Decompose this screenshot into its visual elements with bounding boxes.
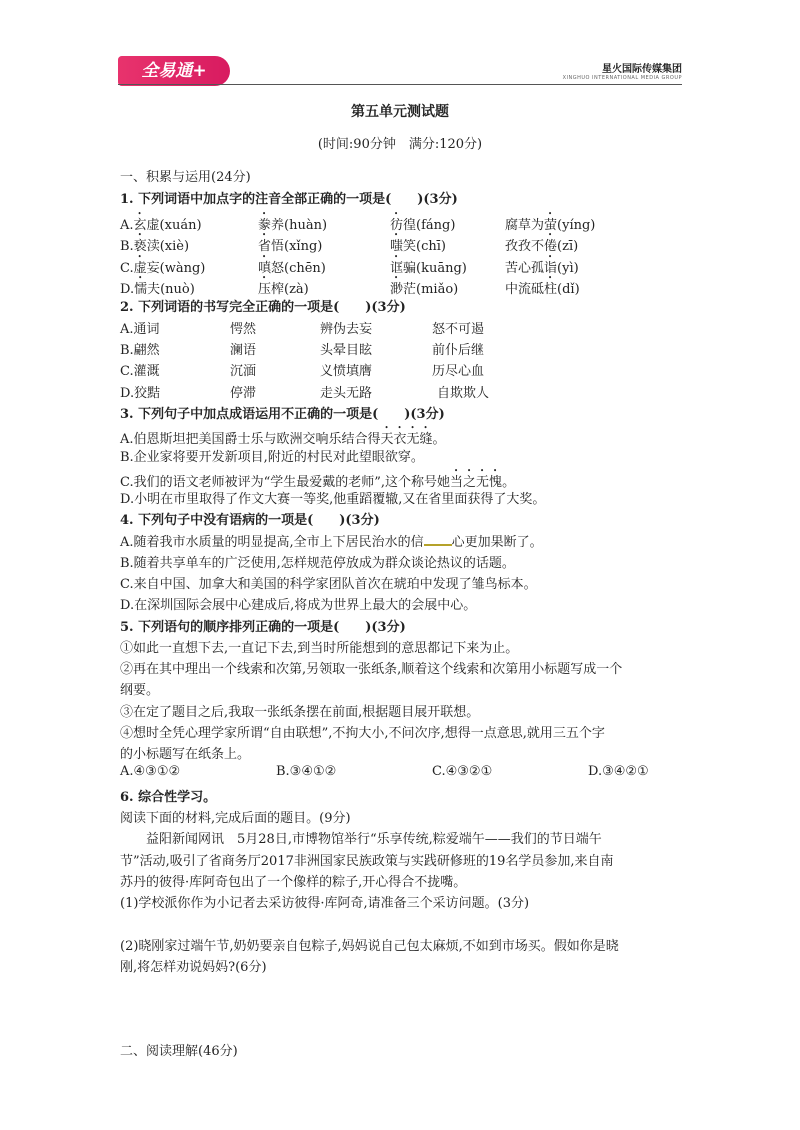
publisher-name-en: XINGHUO INTERNATIONAL MEDIA GROUP — [562, 75, 682, 81]
question-6-intro: 阅读下面的材料,完成后面的题目。(9分) — [120, 811, 351, 826]
question-3-option-b: B.企业家将要开发新项目,附近的村民对此望眼欲穿。 — [120, 450, 424, 465]
question-2-option-cell: D.狡黠 — [120, 386, 161, 401]
question-1-option-cell: 压榨(zà) — [258, 282, 309, 297]
question-1-option-cell: 豢养(huàn) — [258, 218, 328, 233]
question-1-option-cell: 省悟(xǐng) — [258, 239, 323, 254]
question-5-option-d: D.③④②① — [588, 764, 649, 779]
question-5-option-b: B.③④①② — [276, 764, 337, 779]
blank-underline — [424, 534, 452, 546]
passage-line-2: 节”活动,吸引了省商务厅2017非洲国家民族政策与实践研修班的19名学员参加,来自南 — [120, 854, 614, 869]
question-2-option-cell: 愕然 — [230, 322, 257, 337]
question-5-option-a: A.④③①② — [120, 764, 181, 779]
question-4-option-c: C.来自中国、加拿大和美国的科学家团队首次在琥珀中发现了雏鸟标本。 — [120, 577, 537, 592]
question-2-option-cell: 历尽心血 — [432, 364, 485, 379]
page-title: 第五单元测试题 — [351, 104, 449, 120]
passage-line-1: 益阳新闻网讯 5月28日,市博物馆举行“乐享传统,粽爱端午——我们的节日端午 — [146, 832, 602, 847]
question-4-stem: 4. 下列句子中没有语病的一项是( )(3分) — [120, 513, 380, 528]
question-1-option-cell: 腐草为萤(yíng) — [505, 218, 596, 233]
question-1-option-cell: 诓骗(kuāng) — [390, 261, 467, 276]
question-2-option-cell: 辨伪去妄 — [320, 322, 373, 337]
question-2-option-cell: 头晕目眩 — [320, 343, 373, 358]
question-4-option-d: D.在深圳国际会展中心建成后,将成为世界上最大的会展中心。 — [120, 598, 477, 613]
question-2-option-cell: C.灌溉 — [120, 364, 160, 379]
question-6-stem: 6. 综合性学习。 — [120, 790, 217, 805]
brand-logo: 全易通+ — [118, 56, 230, 86]
question-1-option-cell: C.虚妄(wàng) — [120, 261, 206, 276]
question-2-option-cell: 沉湎 — [230, 364, 257, 379]
question-6-sub-2: (2)晓刚家过端午节,奶奶要亲自包粽子,妈妈说自己包太麻烦,不如到市场买。假如你是晓 — [120, 939, 619, 954]
question-3-option-d: D.小明在市里取得了作文大赛一等奖,他重蹈覆辙,又在省里面获得了大奖。 — [120, 492, 546, 507]
question-2-option-cell: 义愤填膺 — [320, 364, 373, 379]
section-heading-2: 二、阅读理解(46分) — [120, 1044, 238, 1059]
page-subtitle: (时间:90分钟 满分:120分) — [317, 137, 483, 152]
question-2-option-cell: 澜语 — [230, 343, 257, 358]
question-4-option-b: B.随着共享单车的广泛使用,怎样规范停放成为群众谈论热议的话题。 — [120, 556, 515, 571]
question-1-option-cell: 渺茫(miǎo) — [390, 282, 459, 297]
question-2-option-cell: 停滞 — [230, 386, 257, 401]
publisher-name: 星火国际传媒集团 — [602, 64, 682, 75]
question-3-stem: 3. 下列句子中加点成语运用不正确的一项是( )(3分) — [120, 407, 445, 422]
question-2-stem: 2. 下列词语的书写完全正确的一项是( )(3分) — [120, 300, 406, 315]
question-1-option-cell: 苦心孤诣(yì) — [505, 261, 579, 276]
question-2-option-cell: B.翩然 — [120, 343, 160, 358]
question-2-option-cell: 走头无路 — [320, 386, 373, 401]
question-5-stem: 5. 下列语句的顺序排列正确的一项是( )(3分) — [120, 620, 406, 635]
question-1-option-cell: 嗔怒(chēn) — [258, 261, 326, 276]
header-divider — [118, 84, 682, 85]
question-1-option-cell: A.玄虚(xuán) — [120, 218, 202, 233]
question-1-stem: 1. 下列词语中加点字的注音全部正确的一项是( )(3分) — [120, 192, 458, 207]
question-3-option-a: A.伯恩斯坦把美国爵士乐与欧洲交响乐结合得天衣无缝。 — [120, 432, 446, 447]
page-header — [0, 0, 800, 95]
question-6-sub-2-cont: 刚,将怎样劝说妈妈?(6分) — [120, 960, 267, 975]
question-6-sub-1: (1)学校派你作为小记者去采访彼得·库阿奇,请准备三个采访问题。(3分) — [120, 896, 530, 911]
question-2-option-cell: 前仆后继 — [432, 343, 485, 358]
question-5-sentence-3: ③在定了题目之后,我取一张纸条摆在前面,根据题目展开联想。 — [120, 705, 480, 720]
question-2-option-cell: 怒不可遏 — [432, 322, 485, 337]
question-3-option-c: C.我们的语文老师被评为“学生最爱戴的老师”,这个称号她当之无愧。 — [120, 475, 516, 490]
question-1-option-cell: 彷徨(fáng) — [390, 218, 456, 233]
question-5-sentence-2: ②再在其中理出一个线索和次第,另领取一张纸条,顺着这个线索和次第用小标题写成一个 — [120, 662, 623, 677]
question-1-option-cell: B.亵渎(xiè) — [120, 239, 190, 254]
question-1-option-cell: D.懦夫(nuò) — [120, 282, 195, 297]
question-1-option-cell: 嗤笑(chī) — [390, 239, 446, 254]
question-2-option-cell: A.通词 — [120, 322, 160, 337]
question-5-sentence-4-cont: 的小标题写在纸条上。 — [120, 747, 251, 762]
question-1-option-cell: 中流砥柱(dǐ) — [505, 282, 580, 297]
question-5-sentence-2-cont: 纲要。 — [120, 683, 160, 698]
question-1-option-cell: 孜孜不倦(zī) — [505, 239, 579, 254]
question-5-option-c: C.④③②① — [432, 764, 493, 779]
section-heading: 一、积累与运用(24分) — [120, 170, 251, 185]
question-4-option-a: A.随着我市水质量的明显提高,全市上下居民治水的信 心更加果断了。 — [120, 535, 543, 550]
question-5-sentence-1: ①如此一直想下去,一直记下去,到当时所能想到的意思都记下来为止。 — [120, 641, 519, 656]
question-2-option-cell: 自欺欺人 — [437, 386, 490, 401]
question-5-sentence-4: ④想时全凭心理学家所谓“自由联想”,不拘大小,不问次序,想得一点意思,就用三五个字 — [120, 726, 605, 741]
passage-line-3: 苏丹的彼得·库阿奇包出了一个像样的粽子,开心得合不拢嘴。 — [120, 875, 467, 890]
publisher-block — [563, 60, 682, 81]
